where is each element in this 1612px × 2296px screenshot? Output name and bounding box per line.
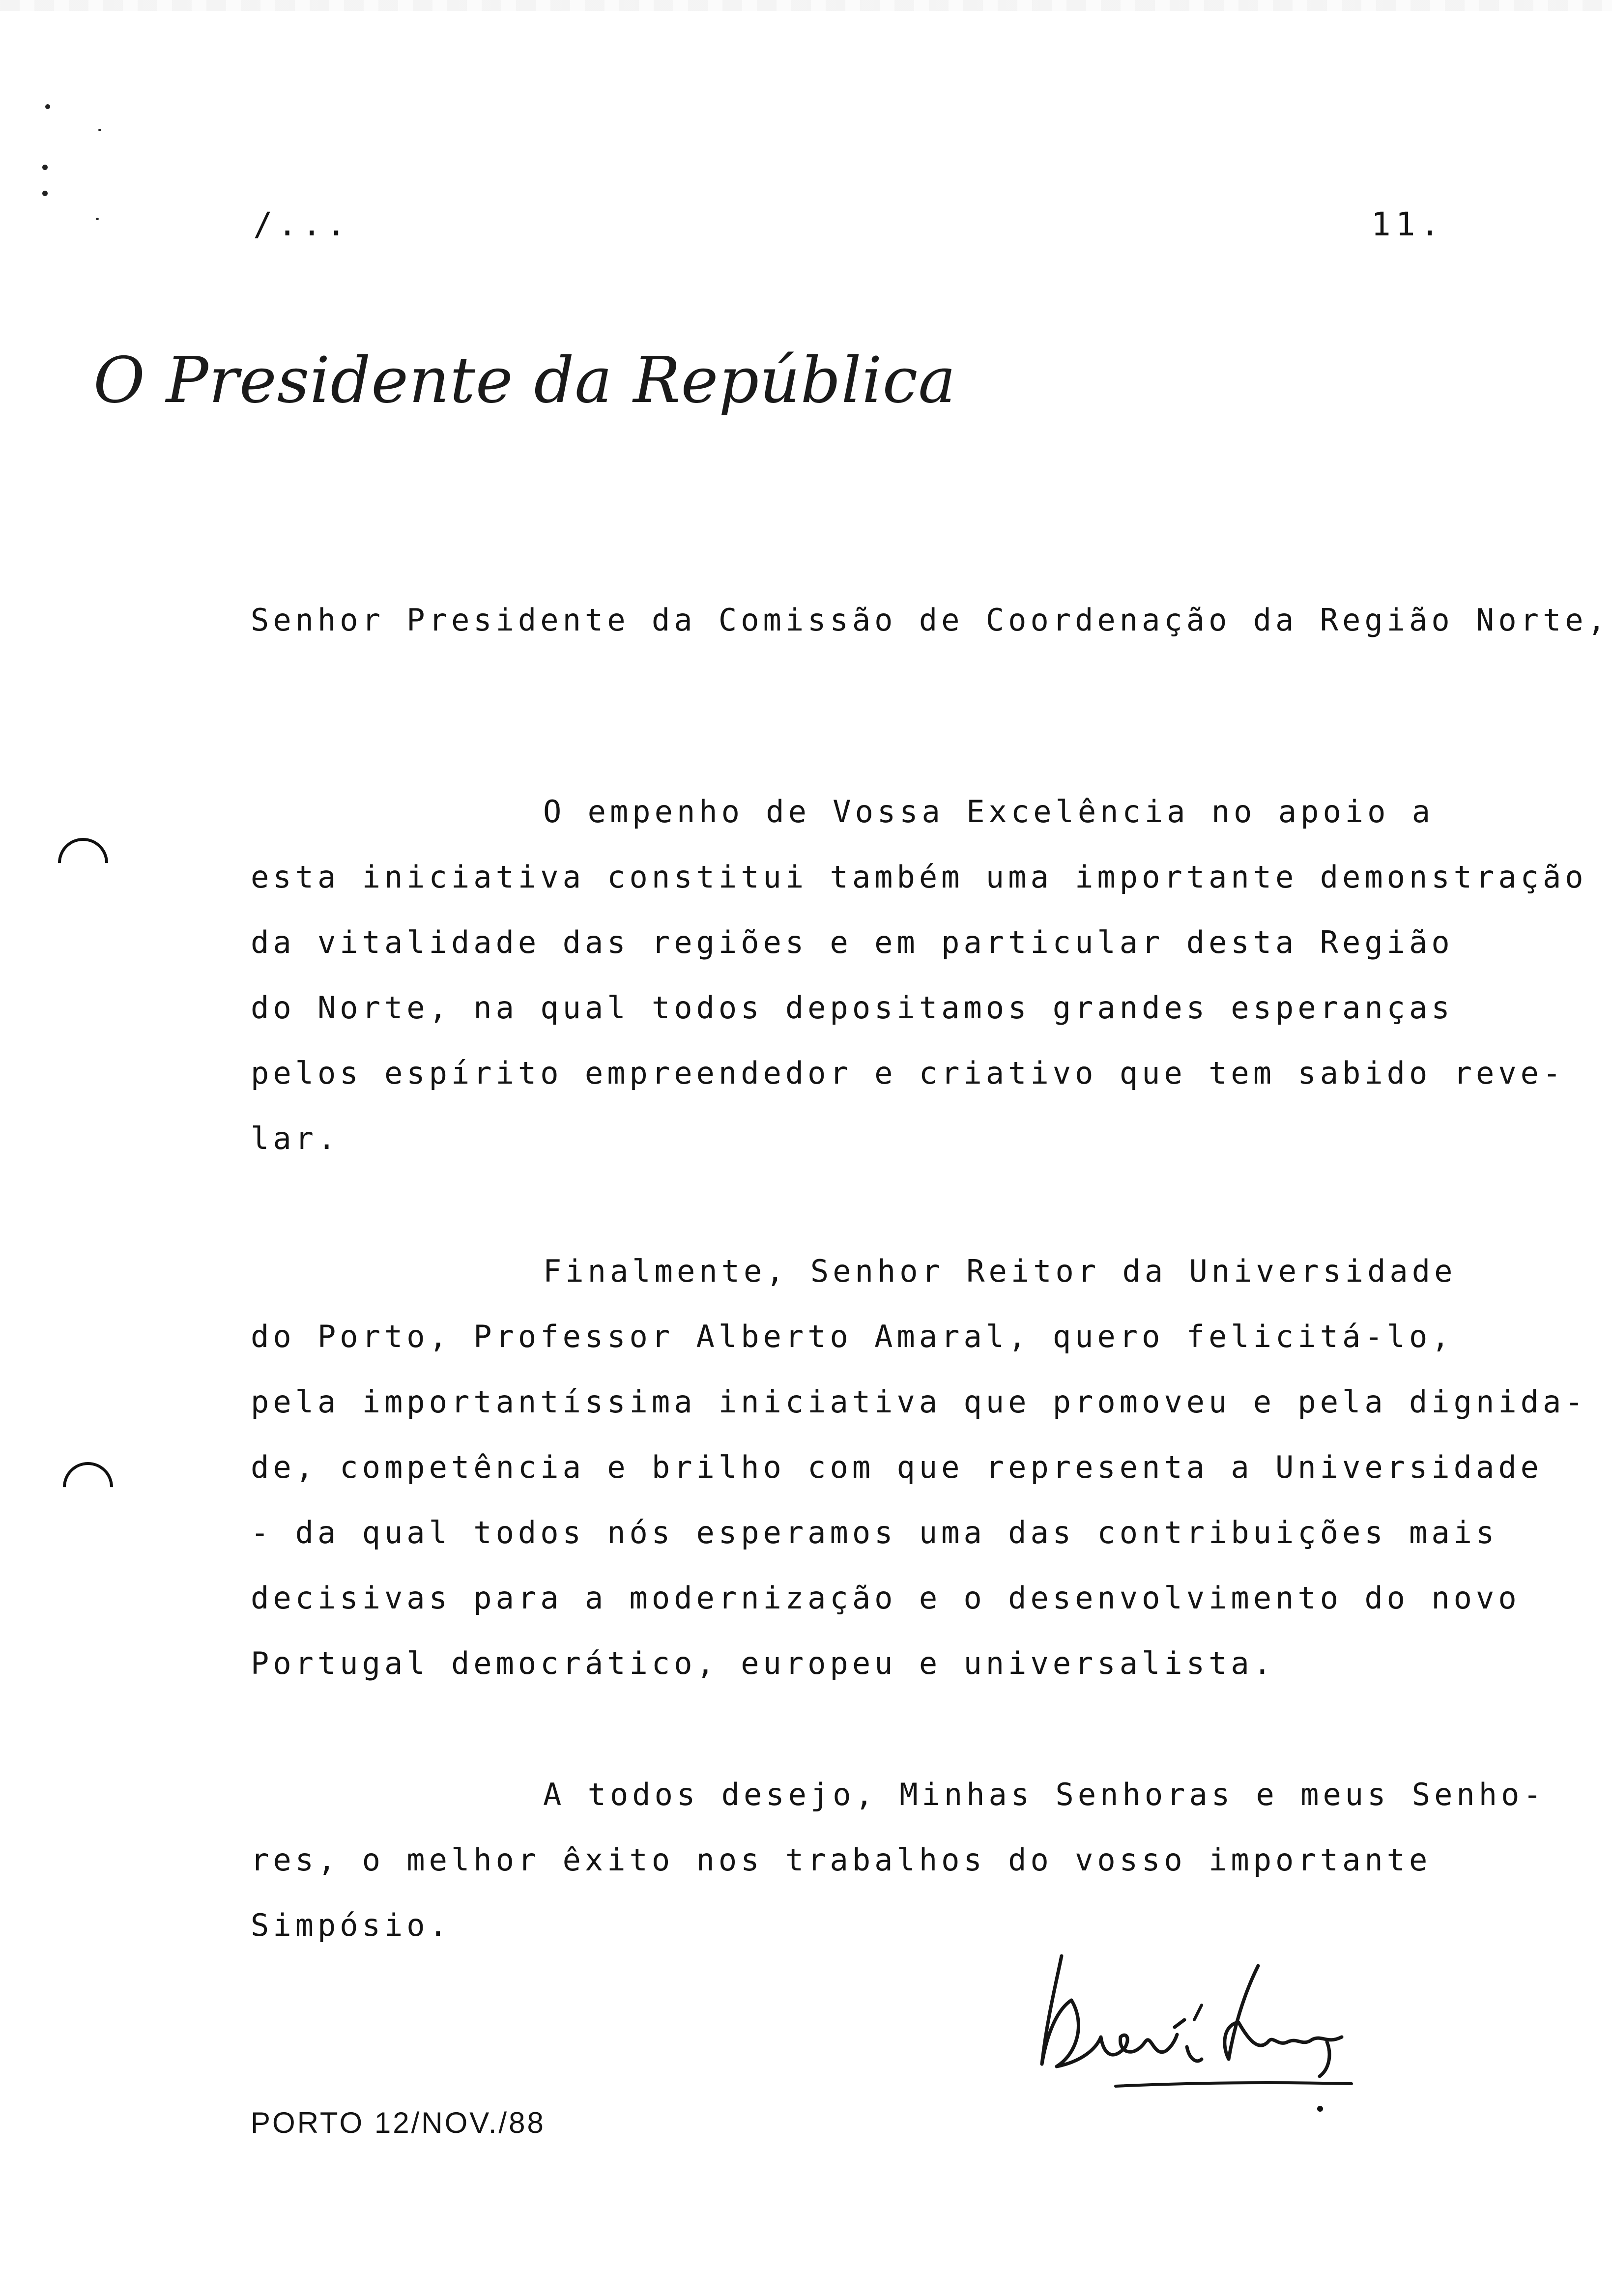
paragraph-university xyxy=(251,1238,1587,1696)
salutation-text: Senhor Presidente da Comissão de Coordenação da Região Norte, xyxy=(251,602,1610,638)
scan-speck xyxy=(45,104,50,109)
paragraph-line: de, competência e brilho com que representa a Universidade xyxy=(251,1449,1543,1485)
paragraph-line: decisivas para a modernização e o desenvolvimento do novo xyxy=(251,1580,1521,1616)
place-date: PORTO 12/NOV./88 xyxy=(251,2106,546,2139)
paragraph-line: da vitalidade das regiões e em particular desta Região xyxy=(251,924,1454,960)
page-number: 11. xyxy=(1371,205,1445,243)
scan-speck xyxy=(98,129,101,131)
paragraph-line: Portugal democrático, europeu e universalista. xyxy=(251,1645,1276,1681)
paragraph-line: do Porto, Professor Alberto Amaral, quero felicitá-lo, xyxy=(251,1319,1454,1354)
paragraph-line: esta iniciativa constitui também uma importante demonstração xyxy=(251,859,1587,895)
signature-dot xyxy=(1317,2106,1323,2112)
punch-hole-mark xyxy=(53,1452,123,1522)
scan-speck xyxy=(42,165,48,170)
paragraph-line: do Norte, na qual todos depositamos grandes esperanças xyxy=(251,990,1454,1026)
paragraph-line: pelos espírito empreendedor e criativo que tem sabido reve- xyxy=(251,1055,1565,1091)
paragraph-line: Simpósio. xyxy=(251,1907,451,1943)
paragraph-line: A todos desejo, Minhas Senhoras e meus Senho- xyxy=(543,1777,1546,1812)
paragraph-line: pela importantíssima iniciativa que promoveu e pela dignida- xyxy=(251,1384,1587,1420)
paragraph-line: - da qual todos nós esperamos uma das contribuições mais xyxy=(251,1515,1498,1550)
handwritten-signature xyxy=(1027,1936,1371,2103)
scan-speck xyxy=(42,191,48,196)
paragraph-line: lar. xyxy=(251,1120,340,1156)
paragraph-line: O empenho de Vossa Excelência no apoio a xyxy=(543,794,1435,830)
letterhead xyxy=(93,344,956,442)
paragraph-closing xyxy=(251,1762,1546,1958)
punch-hole-mark xyxy=(48,828,118,898)
salutation xyxy=(251,587,1610,653)
paragraph-regions xyxy=(251,779,1587,1171)
paragraph-line: Finalmente, Senhor Reitor da Universidade xyxy=(543,1253,1457,1289)
paragraph-line: res, o melhor êxito nos trabalhos do vosso importante xyxy=(251,1842,1432,1878)
scan-edge xyxy=(0,0,1612,11)
continuation-marker: /... xyxy=(253,205,351,243)
scan-speck xyxy=(96,218,99,220)
letterhead-title: O Presidente da República xyxy=(93,344,956,417)
